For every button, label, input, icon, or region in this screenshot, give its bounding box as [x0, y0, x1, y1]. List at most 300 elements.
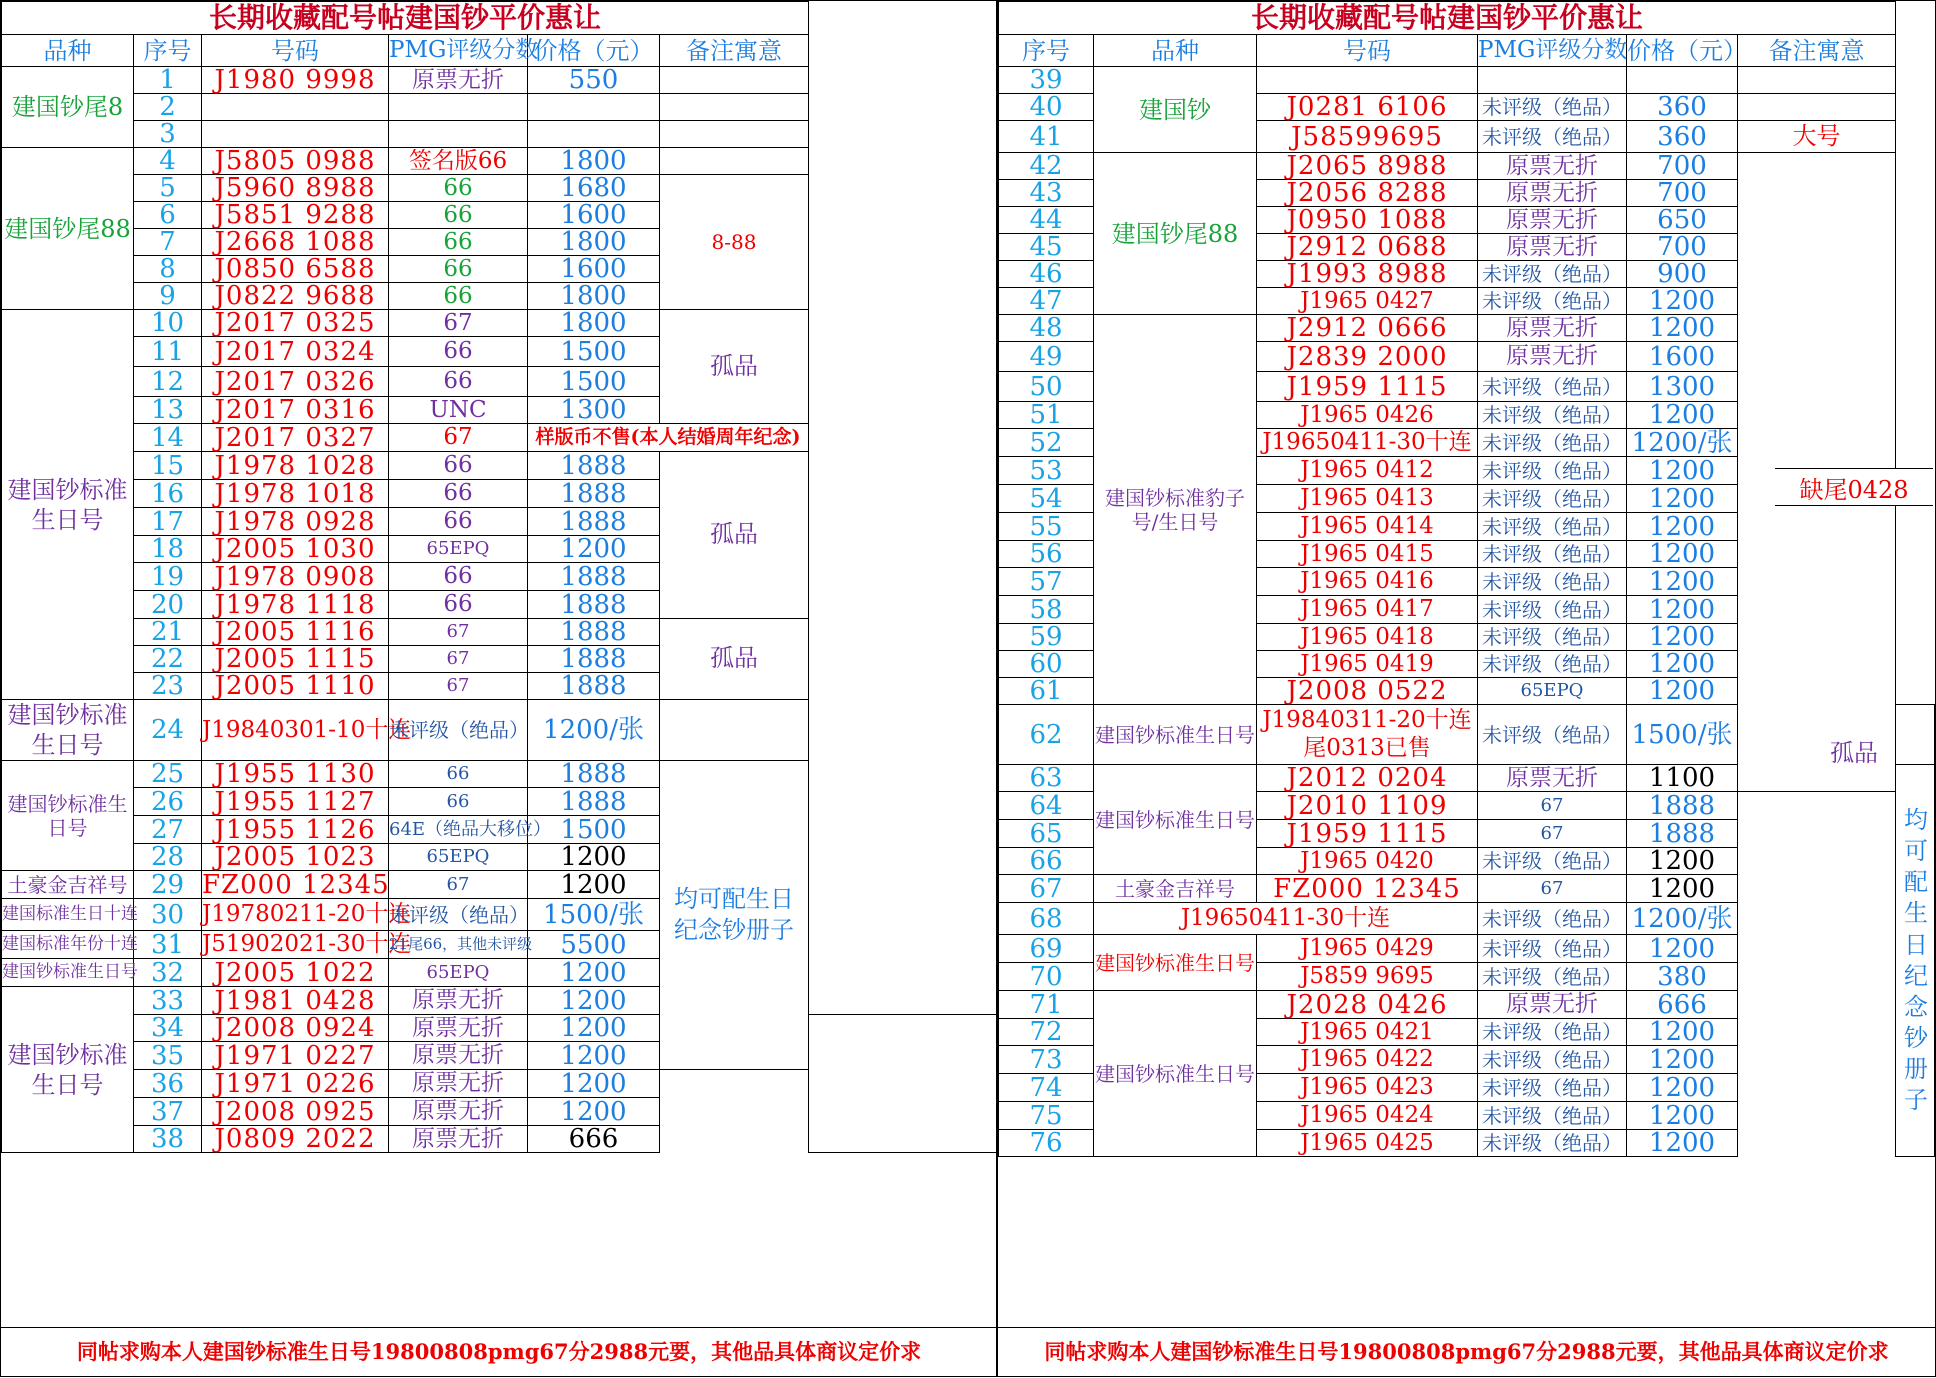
code-line: J19840311-20十连 — [1262, 707, 1472, 734]
price-cell: 1200/张 — [1627, 903, 1738, 935]
price-cell: 700 — [1627, 153, 1738, 180]
price-cell: 1888 — [528, 761, 660, 788]
price-cell: 900 — [1627, 261, 1738, 288]
grade-cell: 未评级（绝品） — [1478, 261, 1627, 288]
code-cell: J2005 1023 — [202, 844, 389, 871]
code-cell: J1965 0415 — [1257, 541, 1478, 568]
price-cell: 1200 — [1627, 678, 1738, 705]
price-cell: 666 — [1627, 991, 1738, 1019]
code-cell: J5851 9288 — [202, 202, 389, 229]
grade-cell: 原票无折 — [1478, 153, 1627, 180]
grade-cell — [389, 121, 528, 148]
serial-cell: 27 — [134, 816, 202, 844]
note-cell — [660, 67, 809, 94]
code-cell: J2008 0522 — [1257, 678, 1478, 705]
serial-cell: 13 — [134, 397, 202, 424]
code-cell: J1965 0425 — [1257, 1130, 1478, 1157]
serial-cell: 15 — [134, 452, 202, 480]
serial-cell: 54 — [999, 485, 1094, 513]
price-cell: 1888 — [528, 673, 660, 700]
code-cell: J1978 1118 — [202, 591, 389, 619]
serial-cell: 6 — [134, 202, 202, 229]
grade-cell: 65EPQ — [1478, 678, 1627, 705]
price-cell: 1800 — [528, 310, 660, 337]
price-cell: 1888 — [528, 452, 660, 480]
code-cell: J2005 1116 — [202, 619, 389, 646]
price-cell: 1200 — [1627, 513, 1738, 541]
header-code: 号码 — [1257, 35, 1478, 67]
code-cell: J2012 0204 — [1257, 765, 1478, 792]
serial-cell: 1 — [134, 67, 202, 94]
grade-cell: 66 — [389, 563, 528, 591]
code-cell: J1959 1115 — [1257, 820, 1478, 848]
serial-cell: 60 — [999, 651, 1094, 678]
price-cell: 1200 — [1627, 1102, 1738, 1130]
header-note: 备注寓意 — [660, 35, 809, 67]
grade-cell — [389, 94, 528, 121]
code-sold-note: 尾0313已售 — [1303, 734, 1431, 761]
grade-cell: 未评级（绝品） — [1478, 1074, 1627, 1102]
serial-cell: 58 — [999, 596, 1094, 624]
price-cell: 1200 — [1627, 315, 1738, 342]
grade-cell: 未评级（绝品） — [1478, 963, 1627, 991]
serial-cell: 21 — [134, 619, 202, 646]
price-cell — [1627, 67, 1738, 94]
grade-cell: 未评级（绝品） — [1478, 541, 1627, 568]
serial-cell: 57 — [999, 568, 1094, 596]
grade-cell: 66 — [389, 229, 528, 256]
code-cell: J1971 0226 — [202, 1070, 389, 1098]
code-cell: J0950 1088 — [1257, 207, 1478, 234]
code-cell: J1965 0424 — [1257, 1102, 1478, 1130]
grade-cell: 原票无折 — [389, 1098, 528, 1126]
price-cell: 1888 — [528, 788, 660, 816]
grade-cell: 原票无折 — [1478, 207, 1627, 234]
serial-cell: 34 — [134, 1015, 202, 1042]
code-cell: J1965 0416 — [1257, 568, 1478, 596]
grade-cell: 未评级（绝品） — [1478, 935, 1627, 963]
serial-cell: 20 — [134, 591, 202, 619]
price-cell: 1200 — [1627, 568, 1738, 596]
serial-cell: 62 — [999, 705, 1094, 765]
header-code: 号码 — [202, 35, 389, 67]
grade-cell: 未评级（绝品） — [1478, 121, 1627, 153]
grade-cell: 未评级（绝品） — [1478, 402, 1627, 429]
price-cell: 1200 — [1627, 485, 1738, 513]
price-cell: 666 — [528, 1126, 660, 1153]
price-cell: 1200 — [1627, 288, 1738, 315]
serial-cell: 35 — [134, 1042, 202, 1070]
code-cell: J1965 0419 — [1257, 651, 1478, 678]
price-cell: 1888 — [528, 646, 660, 673]
grade-cell: 未评级（绝品） — [1478, 485, 1627, 513]
serial-cell: 41 — [999, 121, 1094, 153]
code-cell: J1965 0413 — [1257, 485, 1478, 513]
code-cell: J0850 6588 — [202, 256, 389, 283]
price-cell: 1200 — [528, 1070, 660, 1098]
right-note-unique: 孤品 — [1830, 738, 1878, 767]
serial-cell: 61 — [999, 678, 1094, 705]
variety-cell: 建国钞标准生日号 — [2, 959, 134, 987]
serial-cell: 39 — [999, 67, 1094, 94]
code-cell: J1980 9998 — [202, 67, 389, 94]
variety-cell: 土豪金吉祥号 — [2, 871, 134, 899]
grade-cell: 未评级（绝品） — [1478, 624, 1627, 651]
price-cell: 1300 — [1627, 372, 1738, 402]
code-cell: J1965 0418 — [1257, 624, 1478, 651]
serial-cell: 68 — [999, 903, 1094, 935]
price-cell: 550 — [528, 67, 660, 94]
note-cell: 均可配生日纪念钞册子 — [660, 761, 809, 1070]
code-cell: J1978 0908 — [202, 563, 389, 591]
grade-cell: 原票无折 — [1478, 342, 1627, 372]
serial-cell: 24 — [134, 700, 202, 761]
grade-cell: 未评级（绝品） — [1478, 1019, 1627, 1046]
serial-cell: 36 — [134, 1070, 202, 1098]
grade-cell: 66 — [389, 202, 528, 229]
code-cell: J2017 0316 — [202, 397, 389, 424]
grade-cell: 未评级（绝品） — [1478, 705, 1627, 765]
grade-cell: 原票无折 — [389, 1070, 528, 1098]
code-cell: J19780211-20十连 — [202, 899, 389, 931]
serial-cell: 63 — [999, 765, 1094, 792]
variety-cell: 建国钞尾8 — [2, 67, 134, 148]
header-price: 价格（元） — [1627, 36, 1747, 65]
code-cell: J5960 8988 — [202, 175, 389, 202]
price-cell: 1200 — [1627, 848, 1738, 875]
serial-cell: 29 — [134, 871, 202, 899]
variety-cell: 建国钞标准生日号 — [1094, 705, 1257, 765]
serial-cell: 31 — [134, 931, 202, 959]
code-cell: J19650411-30十连 — [1257, 429, 1478, 457]
variety-cell: 建国钞标准生日号 — [2, 310, 134, 700]
code-cell: J1965 0423 — [1257, 1074, 1478, 1102]
code-cell: J1965 0417 — [1257, 596, 1478, 624]
grade-cell: 未评级（绝品） — [1478, 651, 1627, 678]
grade-cell: 66 — [389, 283, 528, 310]
note-cell: 8-88 — [660, 175, 809, 310]
grade-cell: 67 — [1478, 875, 1627, 903]
grade-cell: 65EPQ — [389, 959, 528, 987]
code-cell: J2008 0924 — [202, 1015, 389, 1042]
note-cell — [660, 700, 809, 761]
code-cell: J51902021-30十连 — [202, 931, 412, 957]
right-price-table — [996, 0, 1936, 1328]
price-cell: 5500 — [528, 931, 660, 959]
grade-cell: 原票无折 — [389, 1126, 528, 1153]
price-cell: 1200 — [1627, 1130, 1738, 1157]
code-cell: J2005 1115 — [202, 646, 389, 673]
header-serial: 序号 — [999, 35, 1094, 67]
code-cell: FZ000 12345 — [202, 869, 390, 900]
code-cell: J5859 9695 — [1257, 963, 1478, 991]
code-cell: J2008 0925 — [202, 1098, 389, 1126]
variety-cell: 建国钞标准生日号 — [1094, 935, 1257, 991]
price-cell: 360 — [1627, 121, 1738, 153]
grade-cell: 未评级（绝品） — [1478, 457, 1627, 485]
price-cell: 1200 — [1627, 1074, 1738, 1102]
price-cell: 1500 — [528, 816, 660, 844]
serial-cell: 30 — [134, 899, 202, 931]
grade-cell: 66 — [389, 337, 528, 367]
variety-cell: 建国钞标准豹子号/生日号 — [1094, 315, 1257, 705]
code-cell: J19840301-10十连 — [202, 700, 389, 761]
serial-cell: 10 — [134, 310, 202, 337]
code-cell: J2028 0426 — [1257, 991, 1478, 1019]
code-cell: J1955 1130 — [202, 761, 389, 788]
note-cell — [660, 121, 809, 148]
footer-right: 同帖求购本人建国钞标准生日号19800808pmg67分2988元要，其他品具体商议定价求 — [996, 1326, 1936, 1377]
code-cell: J0281 6106 — [1257, 94, 1478, 121]
grade-cell: 未评级（绝品） — [1478, 288, 1627, 315]
serial-cell: 4 — [134, 148, 202, 175]
serial-cell: 32 — [134, 959, 202, 987]
serial-cell: 22 — [134, 646, 202, 673]
header-price: 价格（元） — [528, 35, 660, 67]
variety-cell: 建国钞标准生日号 — [2, 761, 134, 871]
variety-cell: 建国钞 — [1094, 67, 1257, 153]
price-cell: 1200 — [528, 871, 660, 899]
code-cell — [202, 121, 389, 148]
grade-cell: 67 — [1478, 792, 1627, 820]
code-cell: J2056 8288 — [1257, 180, 1478, 207]
price-cell: 1600 — [1627, 342, 1738, 372]
price-cell: 1600 — [528, 256, 660, 283]
code-cell: FZ000 12345 — [1257, 875, 1478, 903]
serial-cell: 65 — [999, 820, 1094, 848]
grade-cell: 未评级（绝品） — [1478, 94, 1627, 121]
variety-cell: 土豪金吉祥号 — [1094, 875, 1257, 903]
grade-cell: 66 — [389, 367, 528, 397]
code-cell: J1981 0428 — [202, 987, 389, 1015]
serial-cell: 44 — [999, 207, 1094, 234]
header-serial: 序号 — [134, 35, 202, 67]
variety-cell: 建国标准年份十连 — [2, 931, 134, 959]
serial-cell: 43 — [999, 180, 1094, 207]
variety-cell: 建国钞标准生日号 — [2, 700, 134, 761]
note-cell — [1738, 67, 1896, 94]
code-cell: J1978 0928 — [202, 508, 389, 536]
code-cell: J1965 0412 — [1257, 457, 1478, 485]
serial-cell: 45 — [999, 234, 1094, 261]
code-cell: J1965 0422 — [1257, 1046, 1478, 1074]
price-cell: 1200 — [1627, 457, 1738, 485]
grade-cell: UNC — [389, 397, 528, 424]
grade-cell: 65EPQ — [389, 844, 528, 871]
grade-cell: 67 — [389, 424, 528, 452]
variety-cell: 建国标准生日十连 — [2, 899, 134, 931]
code-cell: J2010 1109 — [1257, 792, 1478, 820]
code-cell: J1965 0421 — [1257, 1019, 1478, 1046]
serial-cell: 25 — [134, 761, 202, 788]
note-cell — [1738, 94, 1896, 121]
serial-cell: 14 — [134, 424, 202, 452]
grade-cell: 67 — [1478, 820, 1627, 848]
serial-cell: 5 — [134, 175, 202, 202]
price-cell: 1888 — [528, 591, 660, 619]
price-cell: 1888 — [528, 508, 660, 536]
code-cell: J1993 8988 — [1257, 261, 1478, 288]
note-cell — [660, 148, 809, 175]
price-cell: 1680 — [528, 175, 660, 202]
grade-cell: 未评级（绝品） — [1478, 848, 1627, 875]
serial-cell: 17 — [134, 508, 202, 536]
price-cell: 1200 — [1627, 541, 1738, 568]
grade-cell: 原票无折 — [1478, 234, 1627, 261]
price-cell: 360 — [1627, 94, 1738, 121]
grade-cell: 未评级（绝品） — [1478, 429, 1627, 457]
price-cell: 1888 — [528, 480, 660, 508]
price-cell: 1800 — [528, 229, 660, 256]
price-cell: 1200 — [1627, 1019, 1738, 1046]
variety-cell: 建国钞标准生日号 — [2, 987, 134, 1153]
note-cell: 孤品 — [660, 310, 809, 424]
note-cell: 大号 — [1738, 121, 1896, 153]
serial-cell: 18 — [134, 536, 202, 563]
code-cell: J1965 0420 — [1257, 848, 1478, 875]
serial-cell: 59 — [999, 624, 1094, 651]
grade-cell: 66 — [389, 175, 528, 202]
serial-cell: 47 — [999, 288, 1094, 315]
price-cell: 1888 — [528, 563, 660, 591]
serial-cell: 67 — [999, 875, 1094, 903]
price-cell: 1800 — [528, 283, 660, 310]
price-cell: 1200 — [528, 1015, 660, 1042]
price-cell: 1500 — [528, 337, 660, 367]
price-cell: 1800 — [528, 148, 660, 175]
grade-cell: 67 — [389, 310, 528, 337]
price-cell — [528, 121, 660, 148]
serial-cell: 66 — [999, 848, 1094, 875]
price-cell: 380 — [1627, 963, 1738, 991]
grade-cell — [1478, 67, 1627, 94]
code-cell: J19650411-30十连 — [1094, 903, 1478, 935]
grade-cell: 未评级（绝品） — [1478, 596, 1627, 624]
grade-cell: 未评级（绝品） — [1478, 903, 1627, 935]
serial-cell: 9 — [134, 283, 202, 310]
serial-cell: 51 — [999, 402, 1094, 429]
header-variety: 品种 — [1094, 35, 1257, 67]
price-cell: 1200 — [528, 1042, 660, 1070]
price-cell: 1200 — [1627, 624, 1738, 651]
serial-cell: 38 — [134, 1126, 202, 1153]
grade-cell: 签名版66 — [389, 148, 528, 175]
price-cell: 700 — [1627, 180, 1738, 207]
serial-cell: 16 — [134, 480, 202, 508]
page-title: 长期收藏配号帖建国钞平价惠让 — [2, 2, 809, 35]
price-cell: 1300 — [528, 397, 660, 424]
grade-cell: 原票无折 — [389, 1015, 528, 1042]
serial-cell: 55 — [999, 513, 1094, 541]
price-cell: 700 — [1627, 234, 1738, 261]
price-cell: 1600 — [528, 202, 660, 229]
grade-cell: 原票无折 — [1478, 765, 1627, 792]
grade-cell: 67 — [389, 871, 528, 899]
code-cell: J1959 1115 — [1257, 372, 1478, 402]
price-cell: 1200/张 — [528, 700, 660, 761]
price-cell: 650 — [1627, 207, 1738, 234]
price-cell: 1200 — [1627, 875, 1738, 903]
price-cell: 1888 — [1627, 820, 1738, 848]
serial-cell: 70 — [999, 963, 1094, 991]
grade-cell: 66 — [389, 788, 528, 816]
grade-cell: 未评级（绝品） — [389, 700, 528, 761]
grade-cell: 67 — [389, 619, 528, 646]
price-cell: 1200 — [528, 1098, 660, 1126]
serial-cell: 23 — [134, 673, 202, 700]
code-cell: J1955 1127 — [202, 788, 389, 816]
serial-cell: 33 — [134, 987, 202, 1015]
serial-cell: 7 — [134, 229, 202, 256]
code-cell: J2017 0326 — [202, 367, 389, 397]
serial-cell: 72 — [999, 1019, 1094, 1046]
serial-cell: 46 — [999, 261, 1094, 288]
variety-cell: 建国钞标准生日号 — [1094, 765, 1257, 875]
sample-note-cell: 样版币不售(本人结婚周年纪念) — [528, 424, 809, 452]
price-cell: 1200/张 — [1627, 429, 1738, 457]
code-cell: J5805 0988 — [202, 148, 389, 175]
grade-cell: 未评级（绝品） — [1478, 1046, 1627, 1074]
header-pmg-grade: PMG评级分数 — [1478, 35, 1627, 67]
price-cell: 1200 — [1627, 935, 1738, 963]
grade-cell: 66 — [389, 591, 528, 619]
serial-cell: 28 — [134, 844, 202, 871]
note-cell: 孤品 — [660, 619, 809, 700]
code-cell: J1965 0427 — [1257, 288, 1478, 315]
serial-cell: 2 — [134, 94, 202, 121]
serial-cell: 40 — [999, 94, 1094, 121]
grade-cell: 64E（绝品大移位） — [389, 816, 528, 844]
price-cell: 1200 — [528, 536, 660, 563]
serial-cell: 76 — [999, 1130, 1094, 1157]
price-cell: 1888 — [528, 619, 660, 646]
serial-cell: 50 — [999, 372, 1094, 402]
grade-cell: 原票无折 — [389, 1042, 528, 1070]
variety-cell: 建国钞尾88 — [2, 148, 134, 310]
left-price-table — [0, 0, 997, 1328]
serial-cell: 19 — [134, 563, 202, 591]
variety-cell: 建国钞尾88 — [1094, 153, 1257, 315]
serial-cell: 56 — [999, 541, 1094, 568]
code-cell: J2668 1088 — [202, 229, 389, 256]
serial-cell: 71 — [999, 991, 1094, 1019]
price-cell: 1500 — [528, 367, 660, 397]
serial-cell: 3 — [134, 121, 202, 148]
serial-cell: 53 — [999, 457, 1094, 485]
grade-cell: 66 — [389, 761, 528, 788]
right-note-shortage: 缺尾0428 — [1775, 468, 1933, 506]
grade-cell: 原票无折 — [1478, 991, 1627, 1019]
code-cell: J0809 2022 — [202, 1126, 389, 1153]
grade-cell: 未评级（绝品） — [1478, 1130, 1627, 1157]
grade-cell: 66 — [389, 480, 528, 508]
code-cell: J1965 0429 — [1257, 935, 1478, 963]
serial-cell: 11 — [134, 337, 202, 367]
code-cell: J2005 1022 — [202, 959, 389, 987]
grade-cell: 66 — [389, 452, 528, 480]
serial-cell: 74 — [999, 1074, 1094, 1102]
code-cell: J2065 8988 — [1257, 153, 1478, 180]
serial-cell: 52 — [999, 429, 1094, 457]
code-cell: J0822 9688 — [202, 283, 389, 310]
code-cell: J2017 0324 — [202, 337, 389, 367]
note-cell — [660, 94, 809, 121]
price-cell: 1500/张 — [528, 899, 660, 931]
serial-cell: 37 — [134, 1098, 202, 1126]
grade-cell: 原票无折 — [389, 987, 528, 1015]
code-cell: J2912 0666 — [1257, 315, 1478, 342]
code-cell: J1978 1028 — [202, 452, 389, 480]
